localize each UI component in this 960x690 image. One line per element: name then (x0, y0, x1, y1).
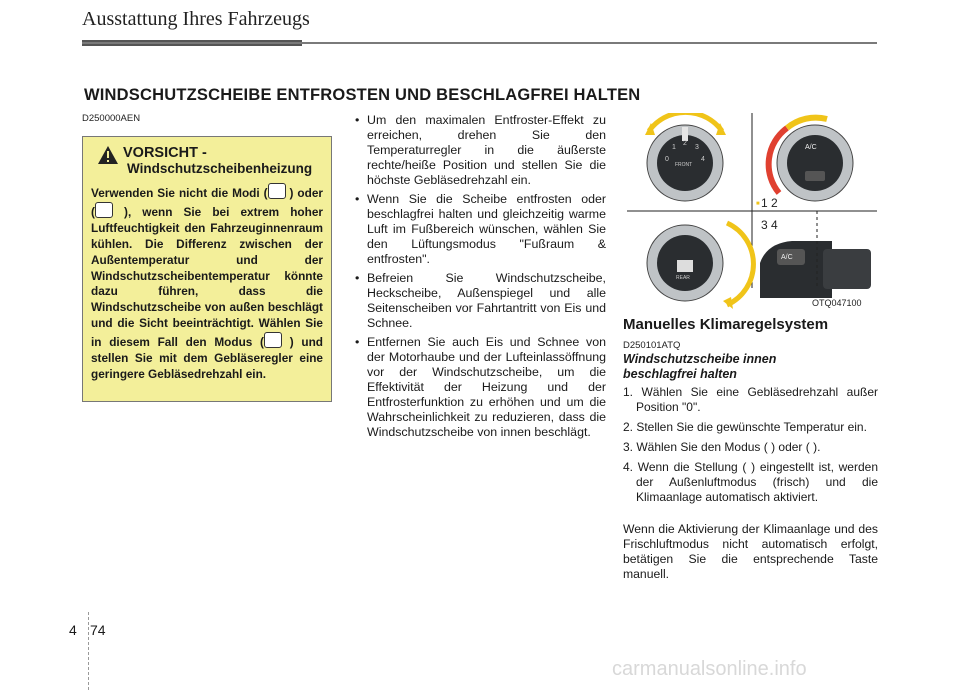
footer-divider (88, 612, 89, 690)
manual-closing: Wenn die Aktivierung der Klimaanlage und des Frischluftmodus nicht automatisch erfolgt, betätigen Sie die entsprechende Taste manuell. (623, 522, 878, 581)
floor-defrost-mode-icon (268, 183, 286, 199)
tick-label: 4 (701, 156, 705, 163)
step-item: 1. Wählen Sie eine Gebläsedrehzahl außer Position "0". (623, 385, 878, 414)
list-item: • Befreien Sie Windschutzscheibe, Heckscheibe, Außenspiegel und alle Seitenscheiben vor Fahrtantritt von Eis und Schnee. (354, 271, 606, 331)
step-item: 4. Wenn die Stellung ( ) eingestellt ist, werden der Außenluftmodus (frisch) und die Klimaanlage automatisch aktiviert. (623, 460, 878, 504)
caution-box (82, 136, 332, 402)
caution-title: VORSICHT - (123, 145, 207, 161)
chapter-number: 4 (69, 622, 77, 638)
page-number: 74 (90, 622, 106, 638)
section-title: WINDSCHUTZSCHEIBE ENTFROSTEN UND BESCHLAGFREI HALTEN (84, 86, 641, 104)
figure-label-4: 4 (771, 218, 778, 232)
step-item: 3. Wählen Sie den Modus ( ) oder ( ). (623, 440, 821, 454)
tick-label: 2 (683, 140, 687, 147)
header-rule (82, 42, 877, 44)
watermark: carmanualsonline.info (612, 658, 807, 680)
figure-code: OTQ047100 (812, 298, 862, 308)
climate-control-figure (627, 113, 877, 313)
manual-steps (623, 385, 878, 510)
list-item: • Um den maximalen Entfroster-Effekt zu erreichen, drehen Sie den Temperaturregler in die äußerste rechte/heiße Position und stellen Sie die höchste Gebläsedrehzahl ein. (354, 113, 606, 188)
rear-label: REAR (676, 275, 690, 281)
tick-label: 3 (695, 144, 699, 151)
caution-subtitle: Windschutzscheibenheizung (127, 161, 313, 176)
figure-label-1: 1 (761, 196, 768, 210)
tick-label: 1 (672, 144, 676, 151)
list-item: • Entfernen Sie auch Eis und Schnee von der Motorhaube und der Lufteinlassöffnung vor der Windschutzscheibe, um die Effektivität der Heizung und der Entfrosterfunktion zu erhöhen und um die Wahrscheinlichkeit zu reduzieren, dass die Windschutzscheibe von innen beschlägt. (354, 335, 606, 440)
section-code: D250000AEN (82, 113, 141, 124)
figure-label-3: 3 (761, 218, 768, 232)
list-item: • Wenn Sie die Scheibe entfrosten oder beschlagfrei halten und gleichzeitig warme Luft im Fußbereich wünschen, wählen Sie den Lüftungsmodus "Fußraum & entfrosten". (354, 192, 606, 267)
front-label: FRONT (675, 162, 693, 168)
defrost-mode-icon (95, 202, 113, 218)
figure-label-2: 2 (771, 196, 778, 210)
manual-heading: Manuelles Klimaregelsystem (623, 316, 829, 333)
temperature-knob (769, 118, 853, 201)
caution-body: Verwenden Sie nicht die Modi ( ) oder ( ), wenn Sie bei extrem hoher Luftfeuchtigkeit den Fahrzeuginnenraum kühlen. Die Differenz zwischen der Außentemperatur und der Windschutzscheibentemperatur könnte dazu führen, dass die Windschutzscheibe von außen beschlägt und die Sicht beeinträchtigt. Wählen Sie in diesem Fall den Modus ( ) und stellen Sie mit dem Gebläseregler eine geringere Gebläsedrehzahl ein. (91, 183, 323, 383)
ac-button-label: A/C (781, 254, 793, 261)
manual-subheading: Windschutzscheibe innen beschlagfrei halten (623, 352, 777, 381)
running-head: Ausstattung Ihres Fahrzeugs (82, 8, 310, 30)
defrost-tips-list (354, 113, 606, 444)
floor-mode-icon (264, 332, 282, 348)
climate-control-illustration (627, 113, 877, 313)
tick-label: 0 (665, 156, 669, 163)
step-item: 2. Stellen Sie die gewünschte Temperatur ein. (623, 420, 867, 434)
ac-label: A/C (805, 144, 817, 151)
svg-text:■: ■ (756, 201, 760, 207)
manual-code: D250101ATQ (623, 340, 681, 351)
fan-knob (645, 113, 726, 201)
warning-triangle-icon (97, 145, 119, 165)
mode-knob (647, 223, 753, 309)
